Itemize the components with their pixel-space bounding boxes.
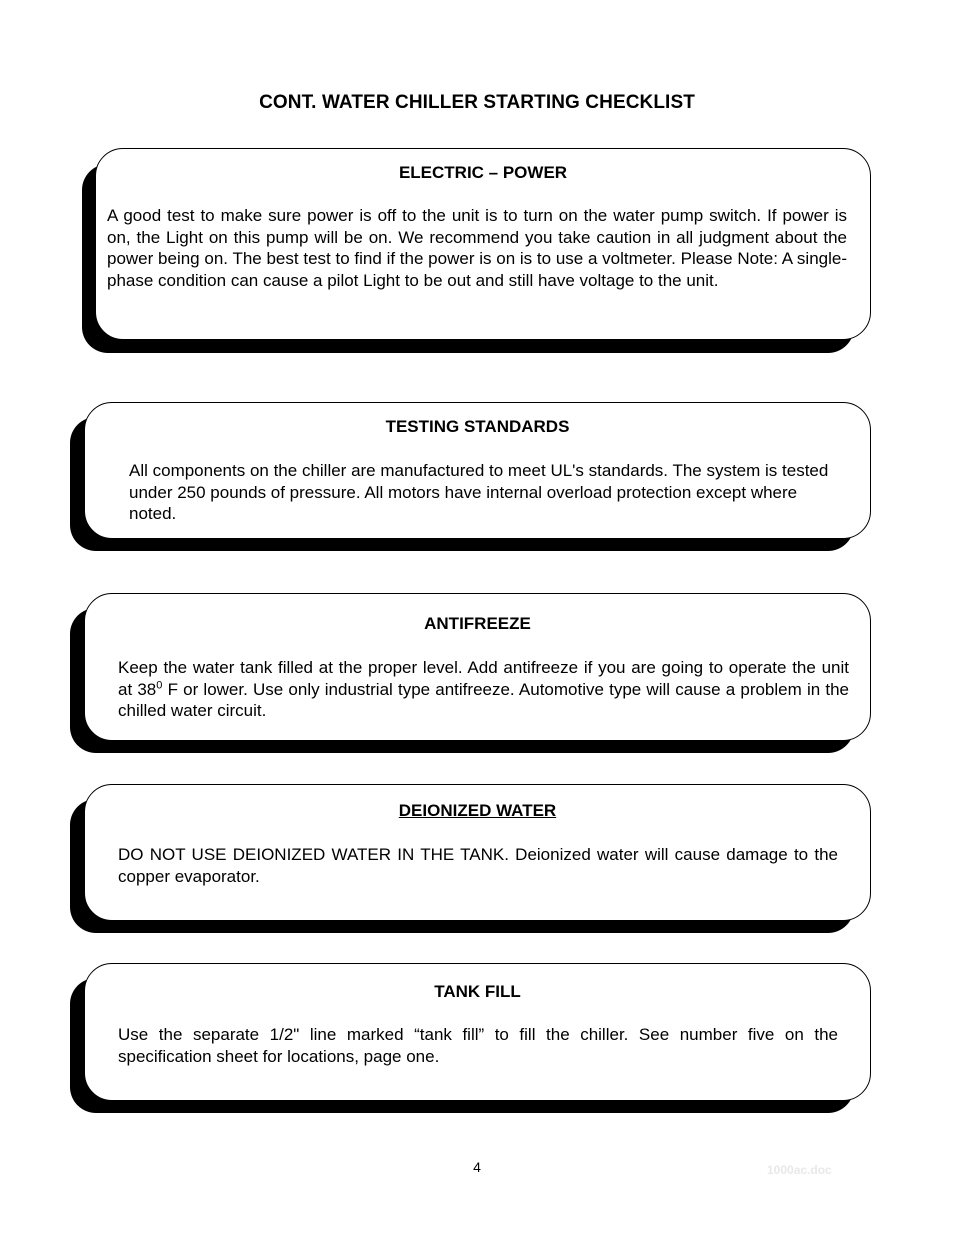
section-body: Use the separate 1/2" line marked “tank fill” to fill the chiller. See number five on the specification sheet for locations, page one. xyxy=(118,1025,838,1066)
section-heading: ELECTRIC – POWER xyxy=(398,163,568,182)
section-heading: ANTIFREEZE xyxy=(424,614,531,633)
section-heading: TANK FILL xyxy=(434,982,521,1001)
section-body: A good test to make sure power is off to the unit is to turn on the water pump switch. If power is on, the Light on this pump will be on. We recommend you take caution in all judgment about the power being on. The best test to find if the power is on is to use a voltmeter. Please Note: A single-phase condition can cause a pilot Light to be out and still have voltage to the unit. xyxy=(107,206,847,290)
panel xyxy=(95,148,871,340)
panel xyxy=(84,963,871,1101)
section-body: All components on the chiller are manufactured to meet UL's standards. The system is tested under 250 pounds of pressure. All motors have internal overload protection except where noted. xyxy=(129,461,829,523)
section-heading: TESTING STANDARDS xyxy=(385,417,570,436)
section-heading: DEIONIZED WATER xyxy=(398,801,557,820)
page-number: 4 xyxy=(473,1159,481,1175)
panel xyxy=(84,593,871,741)
section-body: DO NOT USE DEIONIZED WATER IN THE TANK. Deionized water will cause damage to the copper evaporator. xyxy=(118,845,838,886)
document-reference: 1000ac.doc xyxy=(767,1163,832,1177)
body-text: F or lower. Use only industrial type antifreeze. Automotive type will cause a problem in the chilled water circuit. xyxy=(118,679,849,720)
panel xyxy=(84,402,871,539)
page-title: CONT. WATER CHILLER STARTING CHECKLIST xyxy=(259,92,695,113)
degree-superscript: 0 xyxy=(156,678,163,691)
body-text: Keep the water tank filled at the proper level. Add antifreeze if you are going to operate the unit at 38 xyxy=(118,658,849,699)
section-body xyxy=(118,657,849,722)
panel xyxy=(84,784,871,921)
